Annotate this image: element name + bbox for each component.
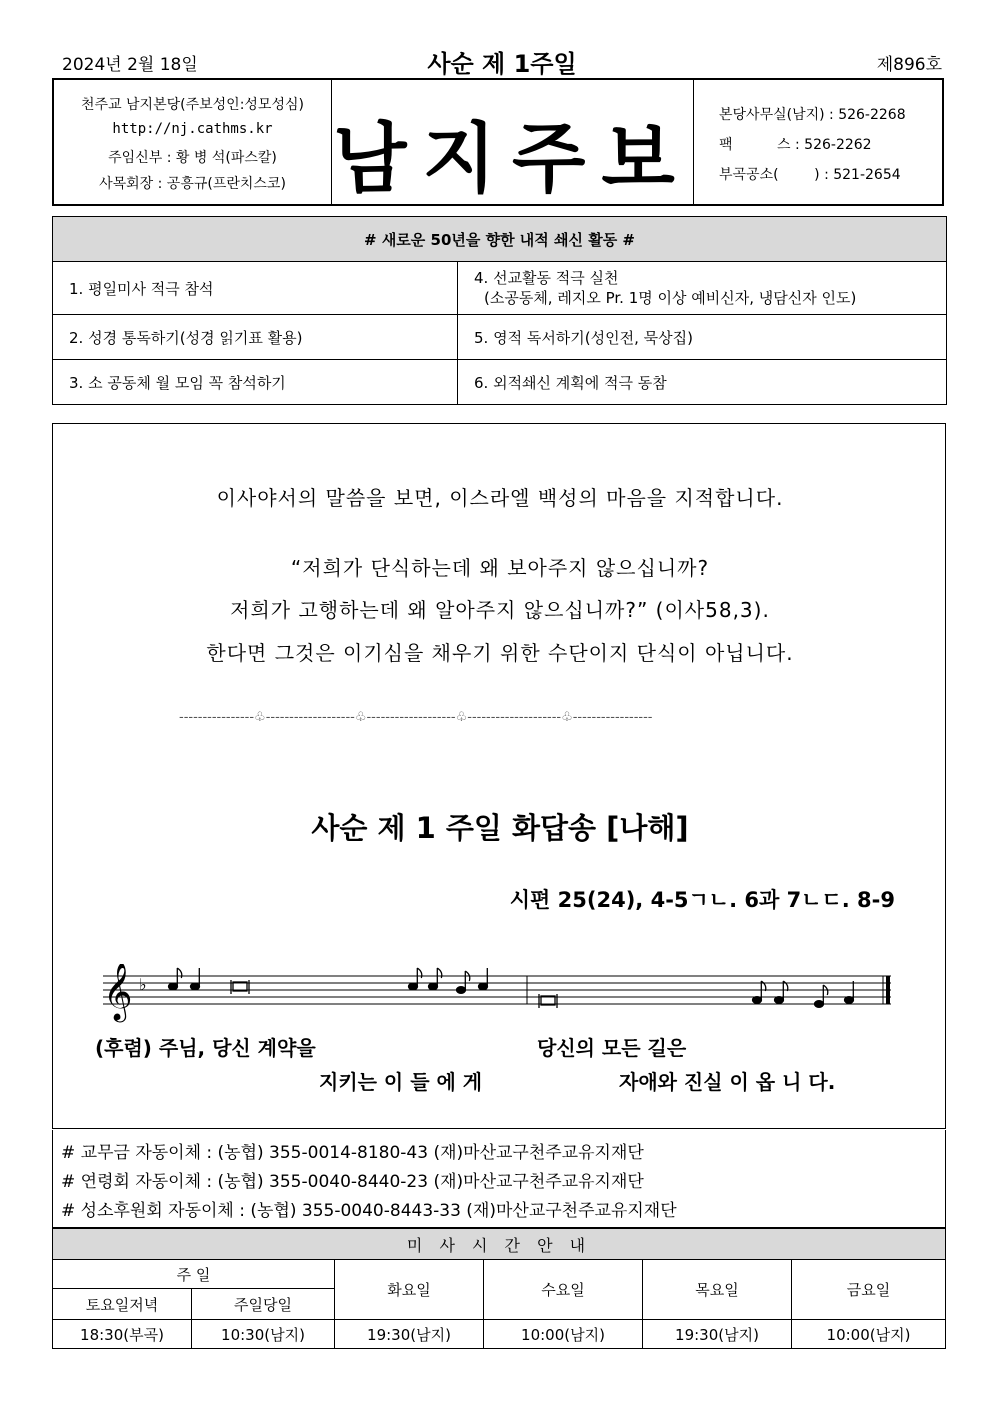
fax-number: 팩 스 : 526-2262	[719, 137, 872, 153]
parish-info	[54, 80, 332, 204]
contact-info	[693, 80, 942, 204]
bulletin-title: 남지주보	[333, 114, 691, 203]
reflection-line-3: 저희가 고행하는데 왜 알아주지 않으십니까?” (이사58,3).	[230, 598, 770, 622]
activity-1: 1. 평일미사 적극 참석	[53, 262, 458, 315]
sunday-header: 주 일	[53, 1260, 335, 1289]
reflection-line-1: 이사야서의 말씀을 보면, 이스라엘 백성의 마음을 지적합니다.	[216, 486, 784, 510]
main-content-box	[52, 423, 946, 1129]
sunday-day-header: 주일당일	[192, 1289, 335, 1320]
transfer-vocation: # 성소후원회 자동이체 : (농협) 355-0040-8443-33 (재)마산교구천주교유지재단	[61, 1201, 677, 1221]
tuesday-header: 화요일	[335, 1260, 484, 1320]
refrain-lyric-3: 당신의 모든 길은	[537, 1036, 687, 1060]
renewal-activities-table	[52, 216, 947, 405]
music-staff	[97, 964, 897, 1034]
issue-date: 2024년 2월 18일	[62, 55, 198, 75]
reflection-line-2: “저희가 단식하는데 왜 보아주지 않으십니까?	[290, 556, 710, 580]
refrain-lyric-1: (후렴) 주님, 당신 계약을	[95, 1036, 316, 1060]
top-line	[62, 48, 942, 76]
activity-5: 5. 영적 독서하기(성인전, 묵상집)	[458, 315, 947, 360]
auto-transfer-info	[52, 1130, 946, 1228]
transfer-tithe: # 교무금 자동이체 : (농협) 355-0014-8180-43 (재)마산교구천주교유지재단	[61, 1143, 644, 1163]
activity-3: 3. 소 공동체 월 모임 꼭 참석하기	[53, 360, 458, 405]
activity-4-title: 4. 선교활동 적극 실천	[474, 269, 619, 287]
masthead	[52, 78, 944, 206]
section-divider: ----------------♧-------------------♧-------------------♧--------------------♧-----------------	[179, 710, 653, 725]
office-phone: 본당사무실(남지) : 526-2268	[719, 107, 906, 123]
liturgical-heading: 사순 제 1주일	[427, 50, 577, 78]
thursday-header: 목요일	[643, 1260, 792, 1320]
refrain-lyric-4: 자애와 진실 이 옵 니 다.	[619, 1070, 836, 1094]
wednesday-header: 수요일	[484, 1260, 643, 1320]
mass-schedule-table	[52, 1228, 946, 1349]
activity-6: 6. 외적쇄신 계획에 적극 동참	[458, 360, 947, 405]
bugok-phone: 부곡공소( ) : 521-2654	[719, 167, 901, 183]
activity-4-detail: (소공동체, 레지오 Pr. 1명 이상 예비신자, 냉담신자 인도)	[484, 289, 857, 307]
mass-time-tuesday: 19:30(남지)	[335, 1320, 484, 1349]
mass-time-saturday: 18:30(부곡)	[53, 1320, 192, 1349]
activity-4	[458, 262, 947, 315]
flat-icon: ♭	[139, 975, 147, 994]
transfer-memorial: # 연령회 자동이체 : (농협) 355-0040-8440-23 (재)마산교구천주교유지재단	[61, 1172, 644, 1192]
bulletin-title-box	[331, 80, 694, 204]
refrain-lyric-2: 지키는 이 들 에 게	[319, 1070, 483, 1094]
pastor-name: 주임신부 : 황 병 석(파스칼)	[108, 150, 277, 166]
reflection-line-4: 한다면 그것은 이기심을 채우기 위한 수단이지 단식이 아닙니다.	[206, 641, 794, 665]
mass-schedule-title: 미 사 시 간 안 내	[53, 1229, 946, 1260]
issue-number: 제896호	[876, 55, 942, 75]
friday-header: 금요일	[792, 1260, 946, 1320]
council-president: 사목회장 : 공흥규(프란치스코)	[99, 176, 286, 192]
mass-time-wednesday: 10:00(남지)	[484, 1320, 643, 1349]
psalm-title: 사순 제 1 주일 화답송 [나해]	[311, 811, 689, 845]
mass-time-friday: 10:00(남지)	[792, 1320, 946, 1349]
activities-header: # 새로운 50년을 향한 내적 쇄신 활동 #	[53, 217, 947, 262]
saturday-evening-header: 토요일저녁	[53, 1289, 192, 1320]
parish-url[interactable]: http://nj.cathms.kr	[112, 121, 273, 137]
parish-name: 천주교 남지본당(주보성인:성모성심)	[81, 97, 304, 113]
psalm-reference: 시편 25(24), 4-5ㄱㄴ. 6과 7ㄴㄷ. 8-9	[509, 888, 895, 912]
mass-time-sunday: 10:30(남지)	[192, 1320, 335, 1349]
treble-clef-icon: 𝄞	[103, 964, 133, 1020]
mass-time-thursday: 19:30(남지)	[643, 1320, 792, 1349]
activity-2: 2. 성경 통독하기(성경 읽기표 활용)	[53, 315, 458, 360]
